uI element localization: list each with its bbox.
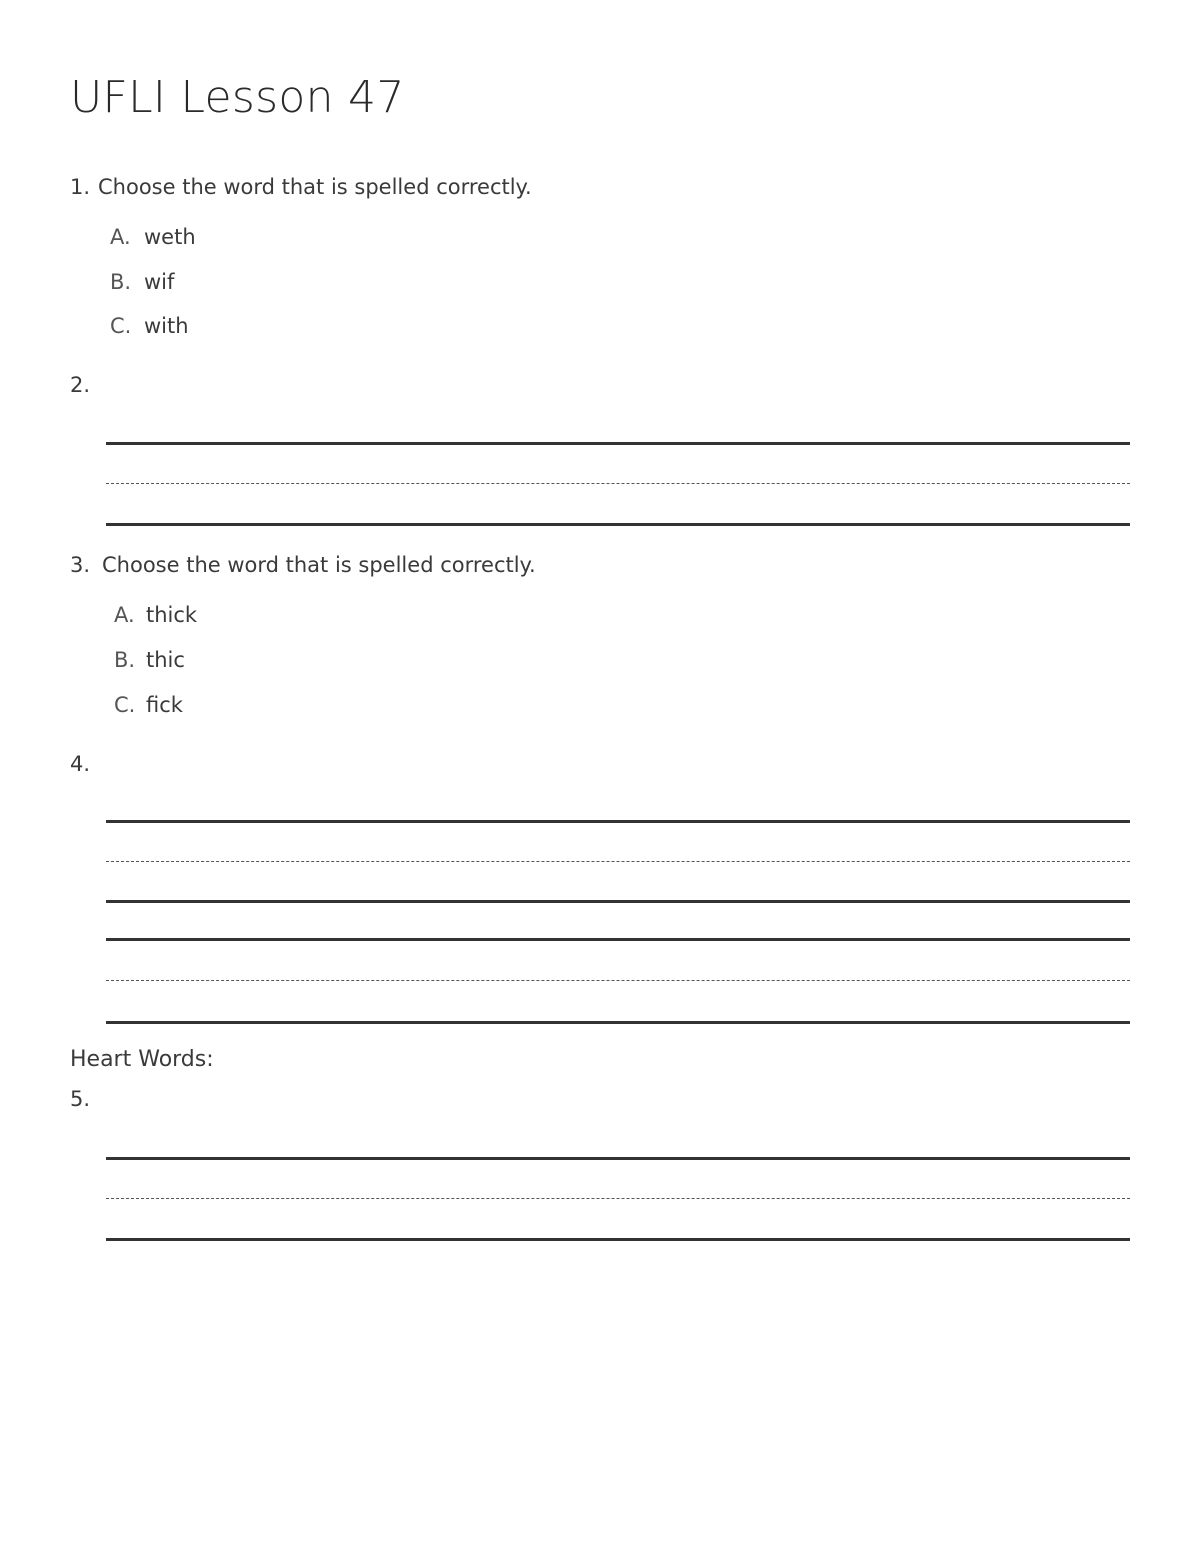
top-line xyxy=(106,938,1130,941)
question-number: 1. xyxy=(70,175,91,199)
option-b[interactable] xyxy=(110,270,174,294)
top-line xyxy=(106,820,1130,823)
option-letter: A. xyxy=(114,603,135,627)
midline xyxy=(106,483,1130,484)
midline xyxy=(106,861,1130,862)
option-c[interactable] xyxy=(110,314,189,338)
question-4 xyxy=(70,752,90,776)
option-text: wif xyxy=(144,270,175,294)
option-text: thick xyxy=(146,603,198,627)
question-number: 4. xyxy=(70,752,91,776)
question-3 xyxy=(70,553,536,577)
top-line xyxy=(106,1157,1130,1160)
option-text: weth xyxy=(144,225,196,249)
handwriting-lines[interactable] xyxy=(106,1155,1130,1245)
base-line xyxy=(106,523,1130,526)
question-number: 2. xyxy=(70,373,91,397)
question-1 xyxy=(70,175,532,199)
midline xyxy=(106,980,1130,981)
option-a[interactable] xyxy=(114,603,197,627)
option-letter: C. xyxy=(114,693,136,717)
handwriting-lines[interactable] xyxy=(106,818,1130,908)
option-letter: C. xyxy=(110,314,132,338)
option-letter: B. xyxy=(114,648,136,672)
question-prompt: Choose the word that is spelled correctly. xyxy=(98,175,532,199)
option-a[interactable] xyxy=(110,225,196,249)
option-text: thic xyxy=(146,648,185,672)
handwriting-lines[interactable] xyxy=(106,936,1130,1028)
option-letter: A. xyxy=(110,225,131,249)
question-number: 3. xyxy=(70,553,91,577)
handwriting-lines[interactable] xyxy=(106,440,1130,530)
question-number: 5. xyxy=(70,1087,91,1111)
question-2 xyxy=(70,373,90,397)
question-prompt: Choose the word that is spelled correctly. xyxy=(102,553,536,577)
base-line xyxy=(106,1238,1130,1241)
base-line xyxy=(106,900,1130,903)
page-title: UFLI Lesson 47 xyxy=(70,72,405,123)
option-text: with xyxy=(144,314,189,338)
top-line xyxy=(106,442,1130,445)
option-text: fick xyxy=(146,693,183,717)
option-b[interactable] xyxy=(114,648,185,672)
base-line xyxy=(106,1021,1130,1024)
question-5 xyxy=(70,1087,90,1111)
option-c[interactable] xyxy=(114,693,183,717)
option-letter: B. xyxy=(110,270,132,294)
midline xyxy=(106,1198,1130,1199)
heart-words-heading: Heart Words: xyxy=(70,1047,214,1072)
